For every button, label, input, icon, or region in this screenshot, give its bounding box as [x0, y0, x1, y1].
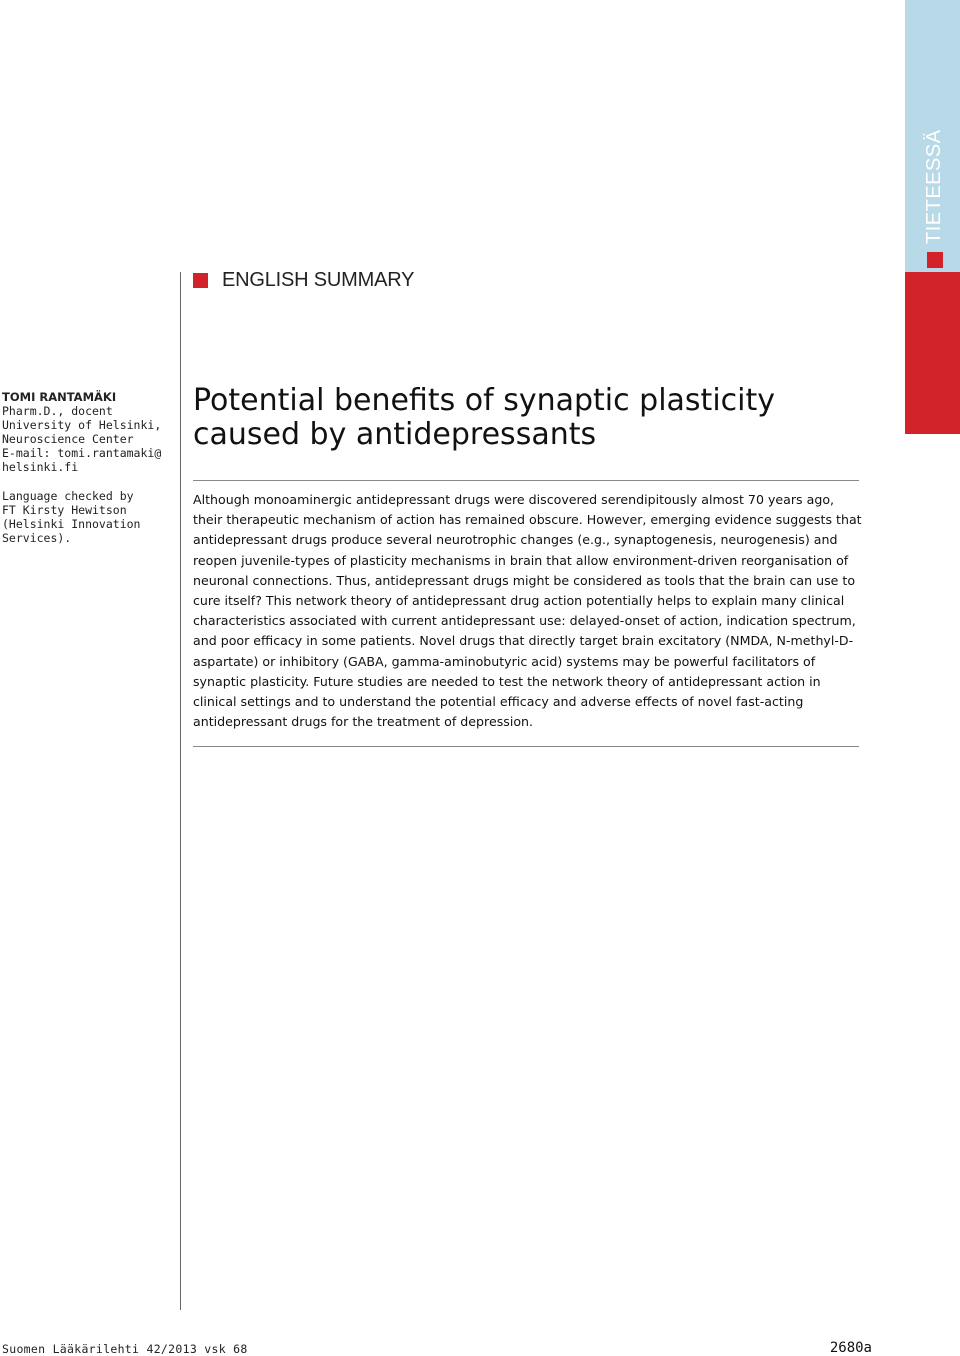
abstract-text: Although monoaminergic antidepressant drugs were discovered serendipitously almost 70 years ago, their therapeutic mechanism of action has remained obscure. However, emerging evidence suggests that antidepressant drugs produce several neurotrophic changes (e.g., synaptogenesis, neurogenesis) and reopen juvenile-types of plasticity mechanisms in brain that allow environment-driven reorganisation of neuronal connections. Thus, antidepressant drugs might be considered as tools that the brain can use to cure itself? This network theory of antidepressant drug action potentially helps to explain many clinical characteristics associated with current antidepressant use: delayed-onset of action, indication spectrum, and poor efficacy in some patients. Novel drugs that directly target brain excitatory (NMDA, N-methyl-D-aspartate) or inhibitory (GABA, gamma-aminobutyric acid) systems may be powerful facilitators of synaptic plasticity. Future studies are needed to test the network theory of antidepressant action in clinical settings and to understand the potential efficacy and adverse effects of novel fast-acting antidepressant drugs for the treatment of depression.	[193, 492, 862, 730]
author-affiliation-line: Pharm.D., docent	[2, 404, 113, 418]
author-info	[2, 390, 172, 545]
language-check-line: (Helsinki Innovation Services).	[2, 517, 141, 545]
author-email-line: helsinki.fi	[2, 460, 79, 474]
author-affiliation-line: University of Helsinki,	[2, 418, 162, 432]
column-divider	[180, 272, 181, 1310]
abstract-bottom-rule	[193, 746, 859, 747]
section-sidebar-label	[923, 129, 946, 268]
section-sidebar-label-container	[905, 0, 960, 270]
author-affiliation-line: Neuroscience Center	[2, 432, 134, 446]
article-title: Potential benefits of synaptic plasticity caused by antidepressants	[193, 383, 775, 452]
author-email-line: E-mail: tomi.rantamaki@	[2, 446, 162, 460]
sidebar-label-text: TIETEESSÄ	[923, 129, 945, 244]
abstract-top-rule	[193, 480, 859, 481]
page-number: 2680a	[829, 1340, 872, 1356]
author-name: TOMI RANTAMÄKI	[2, 390, 117, 404]
square-bullet-icon	[927, 252, 943, 268]
section-header-label: ENGLISH SUMMARY	[222, 269, 415, 291]
language-check-note	[2, 489, 172, 545]
footer-journal-info: Suomen Lääkärilehti 42/2013 vsk 68	[2, 1342, 248, 1356]
section-header	[193, 269, 414, 292]
language-check-line: FT Kirsty Hewitson	[2, 503, 127, 517]
language-check-line: Language checked by	[2, 489, 134, 503]
section-sidebar-accent	[905, 272, 960, 434]
square-bullet-icon	[193, 273, 208, 288]
